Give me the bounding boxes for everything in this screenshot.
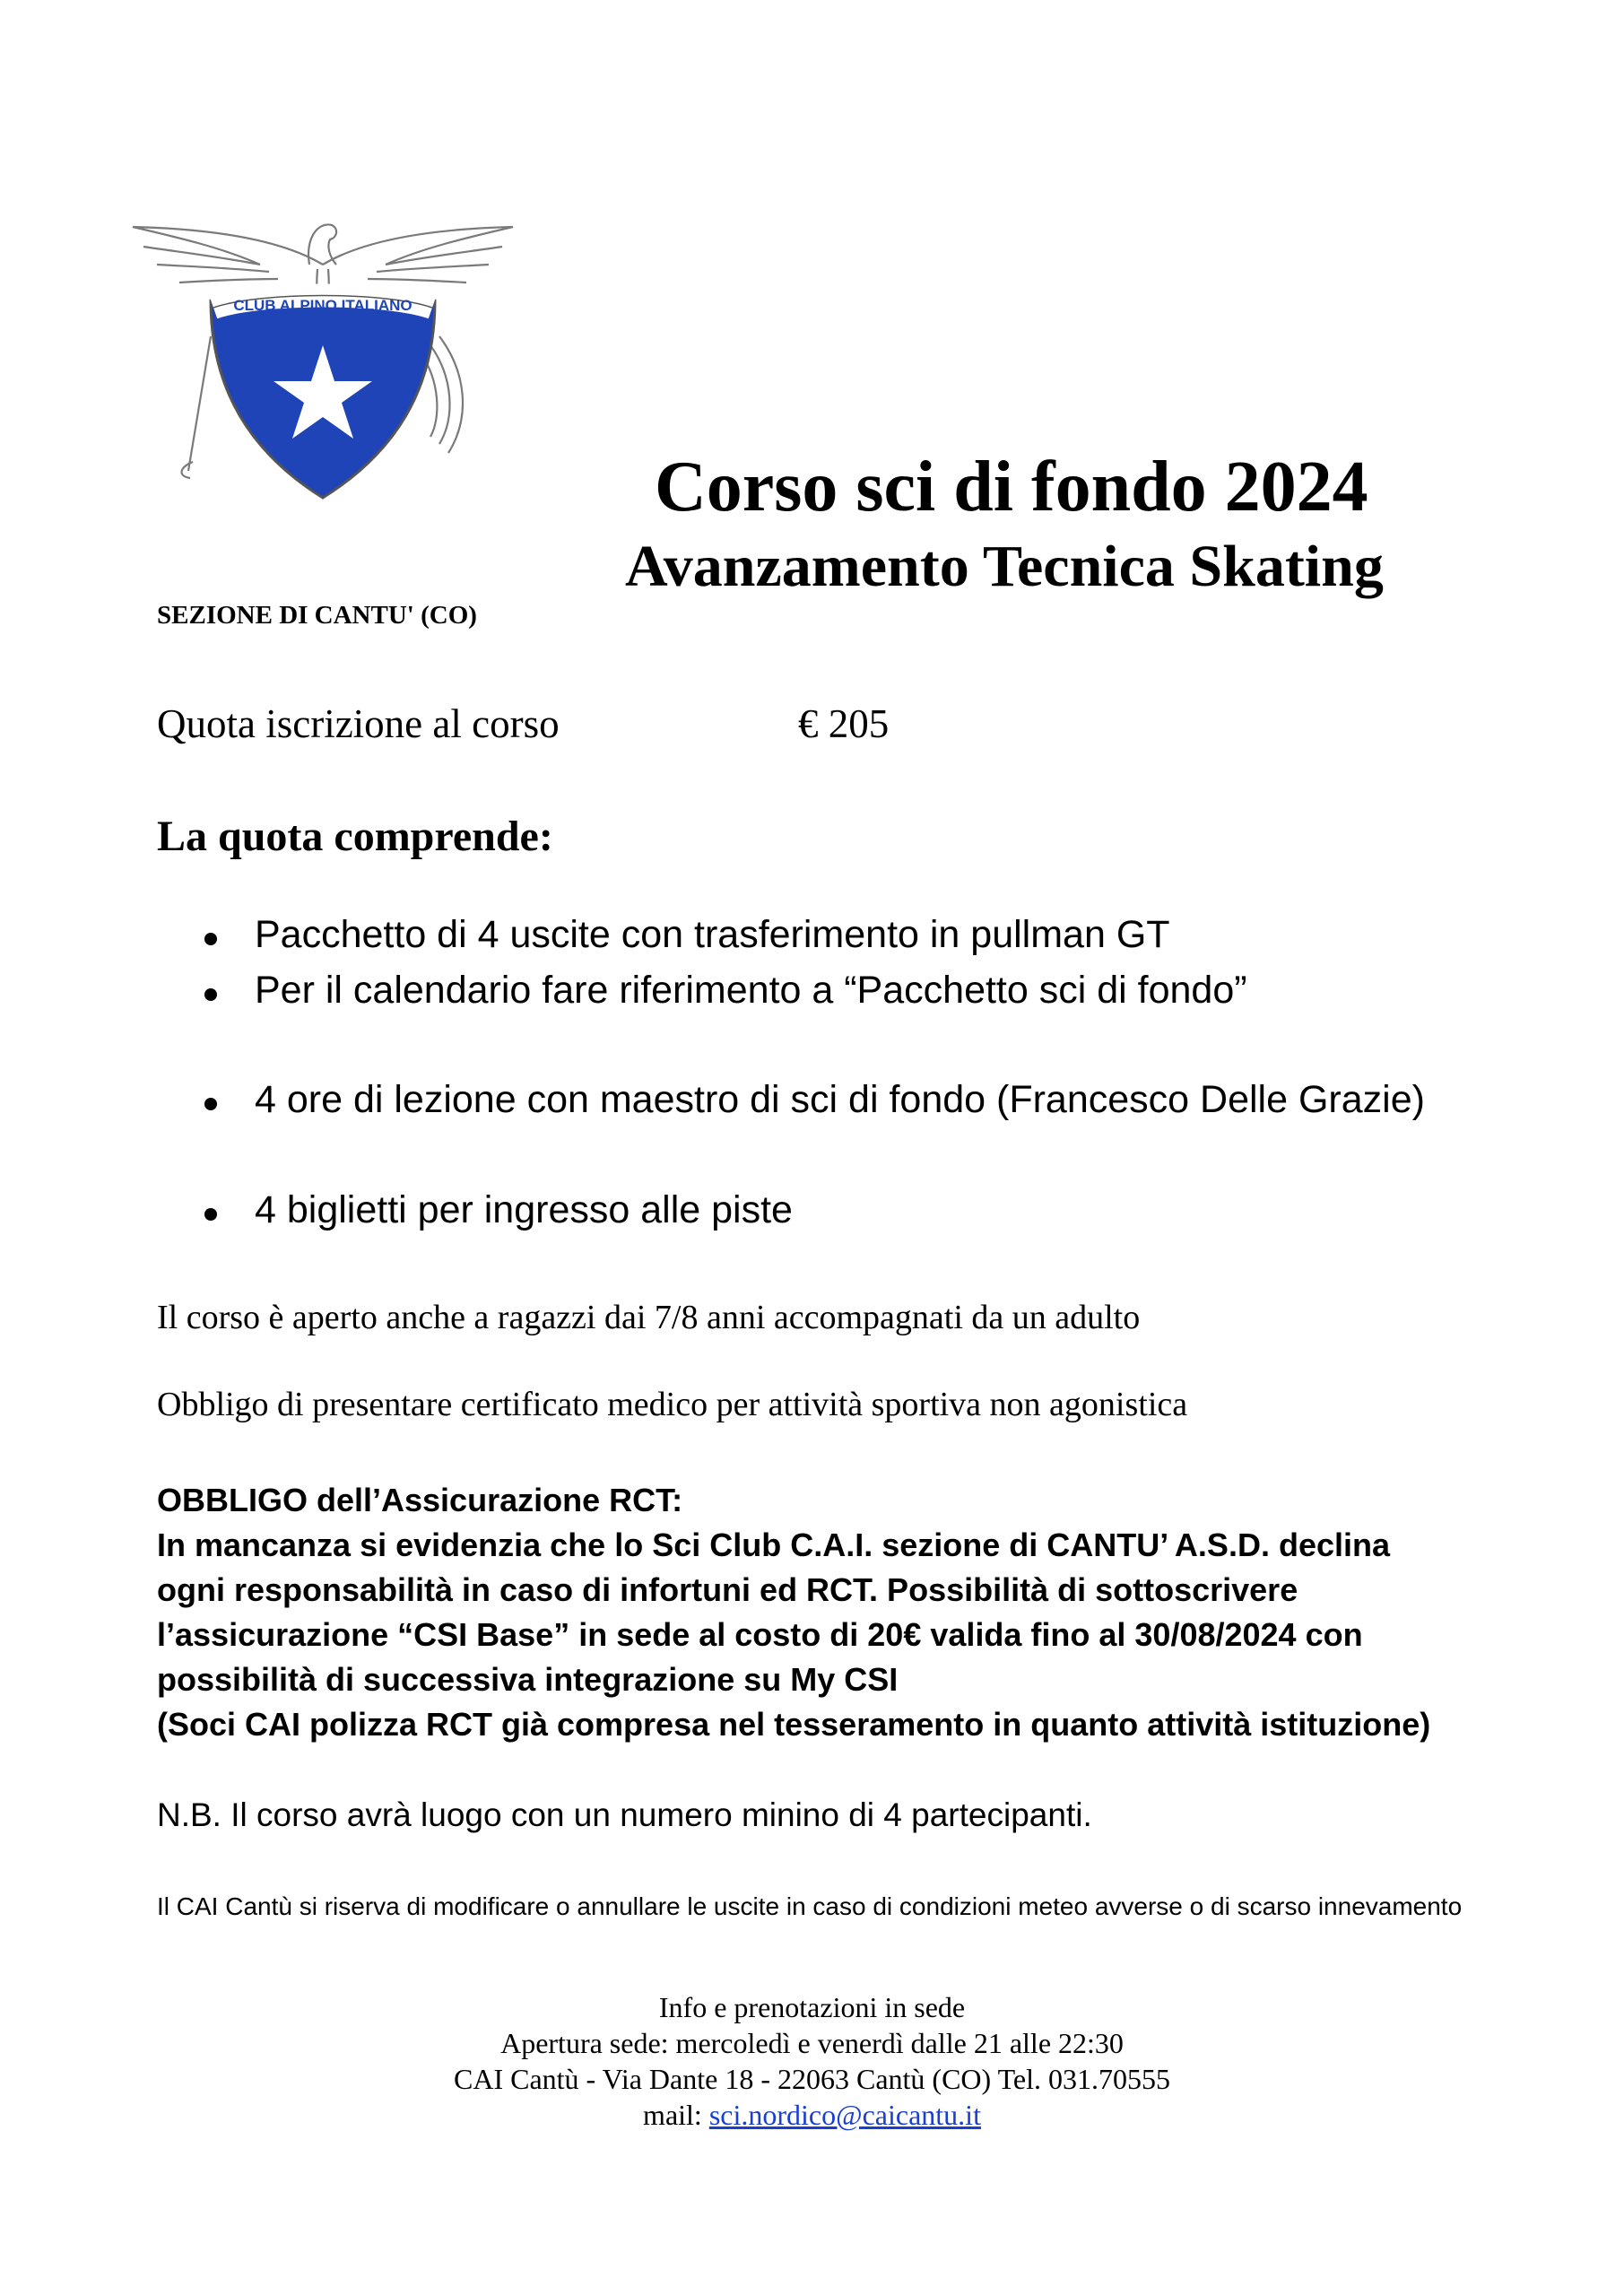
- bullet-icon: [204, 1208, 217, 1221]
- includes-heading: La quota comprende:: [157, 813, 553, 860]
- list-item-text: 4 biglietti per ingresso alle piste: [255, 1188, 793, 1231]
- email-link[interactable]: sci.nordico@caicantu.it: [708, 2099, 981, 2131]
- insurance-block: [157, 1478, 1430, 1747]
- list-item-text: 4 ore di lezione con maestro di sci di fondo (Francesco Delle Grazie): [255, 1078, 1425, 1121]
- insurance-line: l’assicurazione “CSI Base” in sede al costo di 20€ valida fino al 30/08/2024 con: [157, 1616, 1363, 1653]
- footer-mail-label: mail:: [643, 2099, 709, 2131]
- insurance-line: In mancanza si evidenzia che lo Sci Club C.A.I. sezione di CANTU’ A.S.D. declina: [157, 1526, 1390, 1563]
- insurance-line: ogni responsabilità in caso di infortuni ed RCT. Possibilità di sottoscrivere: [157, 1571, 1298, 1608]
- insurance-line: OBBLIGO dell’Assicurazione RCT:: [157, 1482, 683, 1518]
- bullet-icon: [204, 1098, 217, 1110]
- logo-text: CLUB ALPINO ITALIANO: [233, 297, 413, 314]
- minimum-participants-note: N.B. Il corso avrà luogo con un numero minino di 4 partecipanti.: [157, 1796, 1092, 1833]
- bullet-icon: [204, 933, 217, 945]
- bullet-icon: [204, 988, 217, 1001]
- medical-note: Obbligo di presentare certificato medico per attività sportiva non agonistica: [157, 1386, 1188, 1423]
- section-label: SEZIONE DI CANTU' (CO): [157, 601, 477, 630]
- page-title: Corso sci di fondo 2024: [655, 448, 1368, 526]
- disclaimer: Il CAI Cantù si riserva di modificare o annullare le uscite in caso di condizioni meteo avverse o di scarso innevamento: [157, 1892, 1463, 1920]
- list-item-text: Pacchetto di 4 uscite con trasferimento in pullman GT: [255, 913, 1170, 956]
- insurance-line: (Soci CAI polizza RCT già compresa nel tesseramento in quanto attività istituzione): [157, 1706, 1431, 1743]
- footer-info: Info e prenotazioni in sede: [658, 1991, 966, 2023]
- fee-label: Quota iscrizione al corso: [157, 701, 560, 746]
- age-note: Il corso è aperto anche a ragazzi dai 7/8 anni accompagnati da un adulto: [157, 1299, 1141, 1336]
- footer-address: CAI Cantù - Via Dante 18 - 22063 Cantù (CO) Tel. 031.70555: [454, 2063, 1170, 2095]
- insurance-line: possibilità di successiva integrazione su My CSI: [157, 1661, 899, 1698]
- footer-hours: Apertura sede: mercoledì e venerdì dalle 21 alle 22:30: [500, 2027, 1124, 2059]
- footer-mail-line: [0, 2099, 1624, 2132]
- list-item-text: Per il calendario fare riferimento a “Pacchetto sci di fondo”: [255, 969, 1247, 1012]
- page-subtitle: Avanzamento Tecnica Skating: [625, 534, 1384, 599]
- fee-value: € 205: [798, 701, 890, 746]
